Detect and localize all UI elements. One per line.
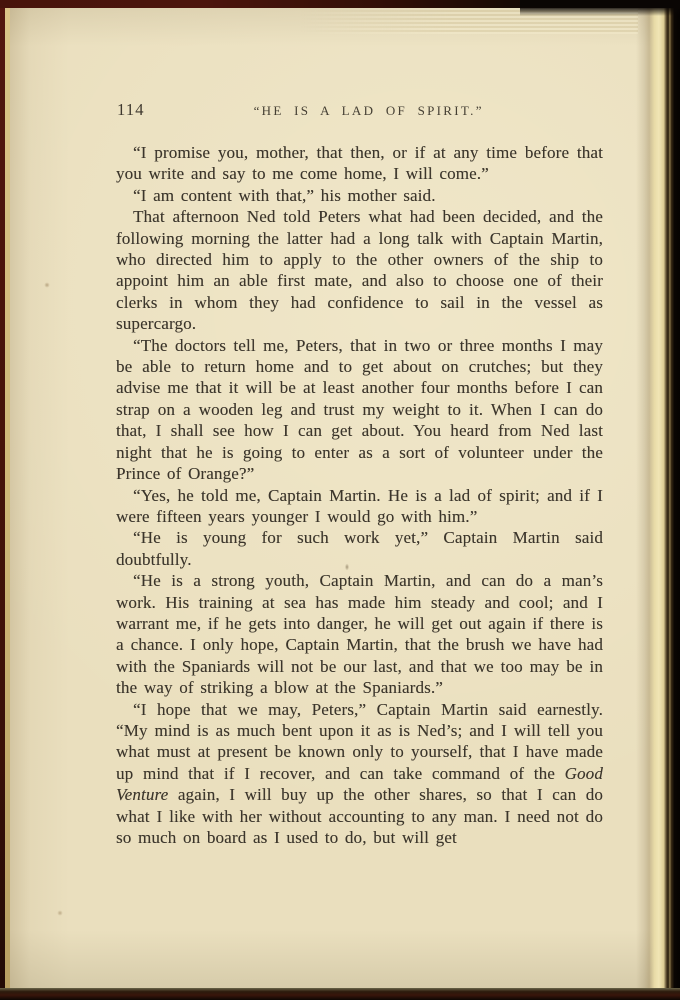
paragraph [116,142,603,185]
book-title-italic: Good Venture [116,763,603,805]
paragraph [116,185,603,206]
text-run: “He is young for such work yet,” Captain Martin said doubtfully. [116,528,603,569]
text-run: That afternoon Ned told Peters what had been decided, and the following morning the latter had a long talk with Captain Martin, who directed him to apply to the other owners of the ship to appoint him an able first mate, and also to choose one of their clerks in whom they had confidence to sail in the vessel as supercargo. [116,207,603,334]
paragraph [116,485,603,528]
text-run: “Yes, he told me, Captain Martin. He is a lad of spirit; and if I were fifteen years younger I would go with him.” [116,485,603,526]
book-cover-top-right-shadow [520,0,680,16]
text-run: “The doctors tell me, Peters, that in two or three months I may be able to return home and to get about on crutches; but they advise me that it will be at least another four months before I can strap on a wooden leg and trust my weight to it. When I can do that, I shall see how I can get about. You heard from Ned last night that he is going to enter as a sort of volunteer under the Prince of Orange?” [116,335,603,484]
text-run: “He is a strong youth, Captain Martin, and can do a man’s work. His training at sea has made him steady and cool; and I warrant me, if he gets into danger, he will get out again if there is a chance. I only hope, Captain Martin, that the brush we have had with the Spaniards will not be our last, and that we too may be in the way of striking a blow at the Spaniards.” [116,571,603,698]
paragraph [116,699,603,849]
paragraph [116,527,603,570]
text-run: “I am content with that,” his mother said. [133,185,436,205]
paragraph [116,335,603,485]
page-content [116,100,603,848]
paragraph [116,570,603,698]
text-run: “I promise you, mother, that then, or if at any time before that you write and say to me come home, I will come.” [116,143,603,184]
book-page [10,7,672,989]
running-header: “HE IS A LAD OF SPIRIT.” [253,103,484,118]
text-run: “I hope that we may, Peters,” Captain Martin said earnestly. “My mind is as much bent upon it as is Ned’s; and I will tell you what must at present be known only to yourself, that I have made up mind that if I recover, and can take command of the [116,699,603,783]
text-run: again, I will buy up the other shares, so that I can do what I like with her without accounting to any man. I need not do so much on board as I used to do, but will get [116,785,603,847]
page-gutter-edge [5,6,10,990]
book-fore-edge-right [636,0,680,1000]
page-number: 114 [117,100,145,119]
paragraph [116,206,603,334]
page-header [116,100,603,124]
page-body [116,142,603,848]
book-cover-bottom-edge [0,988,680,1000]
